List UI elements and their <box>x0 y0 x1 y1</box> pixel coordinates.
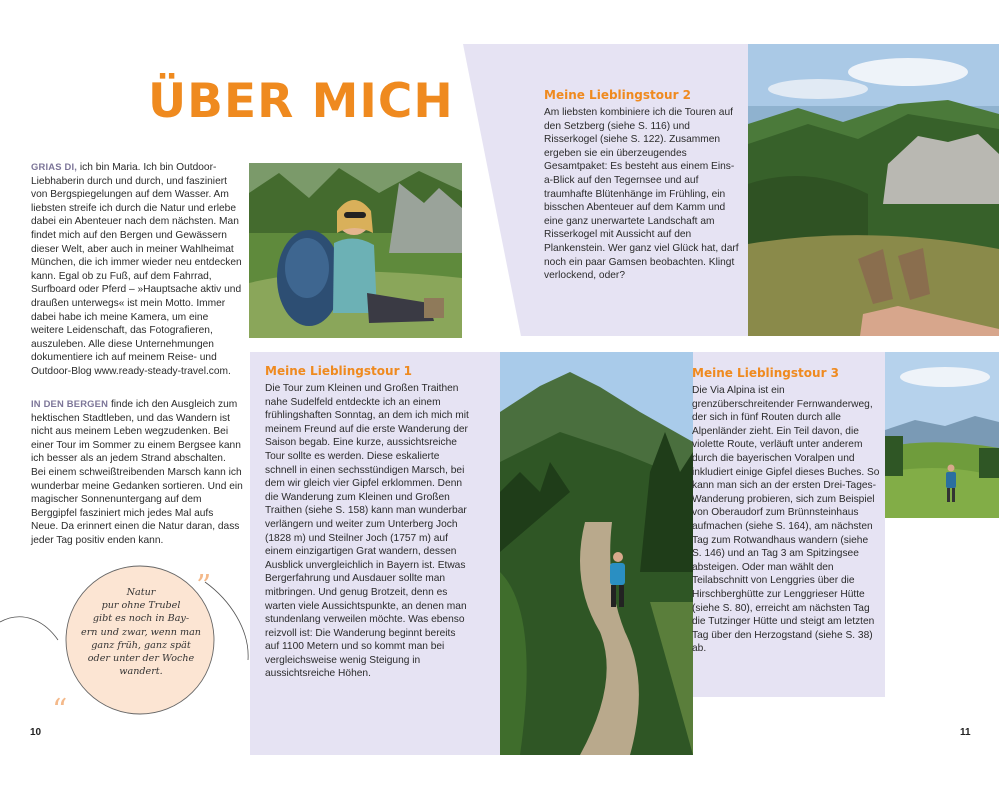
mountains-text: finde ich den Ausgleich zum hektischen Stadtleben, und das Wandern ist nicht aus meinem Leben wegzudenken. Bei einer Tour im Sommer zu einem Bergsee kann ich besser als an jedem Strand abschalten. Bei einem schweißtreibenden Marsch kann ich wunderbar meine Gedanken sortieren. Und ein magischer Sonnenuntergang auf dem Berggipfel fasziniert mich jedes Mal aufs Neue. Da erinnert einen die Natur daran, dass jeder Tag positiv enden kann. <box>31 399 243 546</box>
photo-mountain-feet <box>748 44 999 336</box>
tour2-text: Am liebsten kombiniere ich die Touren auf den Setzberg (siehe S. 116) und Risserkogel (siehe S. 122). Zusammen ergeben sie ein überzeugendes Gesamtpaket: Es besteht aus einem Eins-a-Blick auf den Tegernsee und auf traumhafte Blütenhänge im Frühling, ein bisschen Abenteuer auf dem Kamm und eine ganz unerwartete Landschaft am Risserkogel mit Aussicht auf den Plankenstein. Wer ganz viel Glück hat, darf noch ein paar Gamsen beobachten. Klingt verlockend, oder? <box>544 107 739 282</box>
photo-meadow-view <box>885 352 999 518</box>
tour2-heading: Meine Lieblingstour 2 <box>544 88 692 102</box>
tour3-text: Die Via Alpina ist ein grenzüberschreitender Fernwanderweg, der sich in fünf Routen durch alle Alpenländer zieht. Ein Teil davon, die violette Route, verläuft unter anderem durch die bayerischen Voralpen und inkludiert einige Gipfel dieses Buches. So kann man sich an der ersten Drei-Tages-Wanderung probieren, sich zum Beispiel von Oberaudorf zum Brünnsteinhaus aufmachen (siehe S. 164), am nächsten Tag zum Rotwandhaus wandern (siehe S. 146) und an Tag 3 am Spitzingsee absteigen. Oder man wählt den Teilabschnitt von Lenggries über die Hirschberghütte zur Lenggrieser Hütte (siehe S. 80), erreicht am nächsten Tag die Tutzinger Hütte und steigt am letzten Tag über den Herzogstand (siehe S. 38) ab. <box>692 385 880 655</box>
photo-trail-hiker <box>500 352 693 755</box>
photo-hiker-portrait <box>249 163 462 338</box>
intro-text: ich bin Maria. Ich bin Outdoor-Liebhaberin durch und durch, und fasziniert von Bergspiegelungen auf dem Wasser. Am liebsten streife ich durch die Natur und erlebe dabei ein Abenteuer nach dem nächsten. Man findet mich auf den Bergen und Gewässern dieser Welt, aber auch in meiner Wahlheimat München, die ich immer wieder neu entdecken kann. Egal ob zu Fuß, auf dem Fahrrad, Surfboard oder Pferd – »Hauptsache aktiv und draußen unterwegs« ist mein Motto. Immer dabei habe ich meine Kamera, um eine weitere Leidenschaft, das Fotografieren, auszuleben. Alle diese Unternehmungen dokumentiere ich auf meinem Reise- und Outdoor-Blog www.ready-steady-travel.com. <box>31 162 242 377</box>
intro-lead: GRIAS DI, <box>31 161 78 172</box>
quote-text: Natur pur ohne Trubel gibt es noch in Bay- ern und zwar, wenn man ganz früh, ganz spät oder unter der Woche wandert. <box>81 587 201 678</box>
quote-mark-open-icon: ” <box>196 569 212 604</box>
intro-paragraph <box>31 160 243 379</box>
tour3-heading: Meine Lieblingstour 3 <box>692 366 840 380</box>
tour1-text: Die Tour zum Kleinen und Großen Traithen nahe Sudelfeld entdeckte ich an einem frühlingshaften Sonntag, an dem ich mich mit meinem Freund auf die erste Wanderung der Saison begab. Eine kurze, aussichtsreiche Tour sollte es werden. Diese eskalierte schnell in einen sechsstündigen Marsch, bei dem wir gleich vier Gipfel erklommen. Denn die Wanderung zum Kleinen und Großen Traithen (siehe S. 158) kann man wunderbar verlängern und weiter zum Unterberg Joch (1828 m) und Steilner Joch (1757 m) auf einem einzigartigen Grat wandern, dessen Ausblick unvergleichlich in Bayern ist. Etwas Bergerfahrung und Ausdauer sollte man mitbringen. Und genug Brotzeit, denn es warten viele Aussichtspunkte, an denen man stundenlang verweilen möchte. Was ebenso reizvoll ist: Die Wanderung beginnt bereits auf 1100 Metern und so kommt man bei vergleichsweise wenig Steigung in aussichtsreiche Höhen. <box>265 383 469 680</box>
page-title: ÜBER MICH <box>148 74 454 129</box>
tour1-heading: Meine Lieblingstour 1 <box>265 364 413 378</box>
mountains-paragraph <box>31 397 243 548</box>
page-number-left: 10 <box>30 727 42 738</box>
page-number-right: 11 <box>960 727 971 738</box>
mountains-lead: IN DEN BERGEN <box>31 398 109 409</box>
quote-mark-close-icon: “ <box>52 693 68 728</box>
